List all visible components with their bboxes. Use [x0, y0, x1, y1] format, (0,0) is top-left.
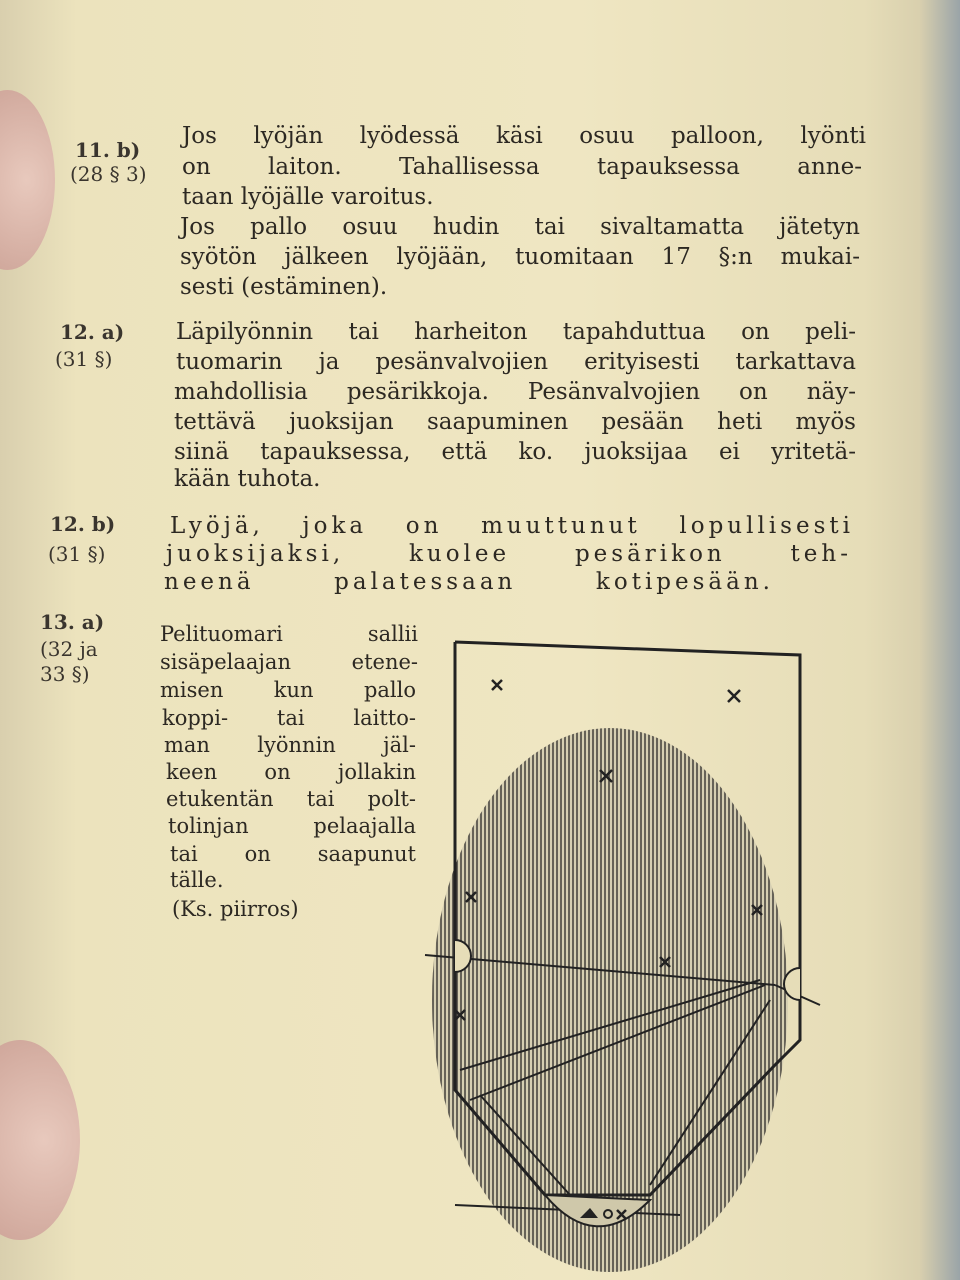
section-number: 13. a)	[40, 610, 105, 634]
section-ref: 33 §)	[40, 662, 90, 686]
text-line: juoksijaksi, kuolee pesärikon teh-	[166, 541, 852, 567]
text-line: koppi- tai laitto-	[162, 706, 416, 730]
hatched-field-area	[432, 728, 788, 1272]
text-line: misen kun pallo	[160, 678, 416, 702]
text-line: Lyöjä, joka on muuttunut lopullisesti	[170, 513, 854, 539]
text-line: kään tuhota.	[174, 466, 321, 492]
section-number: 11. b)	[75, 138, 141, 162]
section-ref: (28 § 3)	[70, 162, 147, 186]
text-line: taan lyöjälle varoitus.	[182, 184, 434, 210]
text-line: neenä palatessaan kotipesään.	[164, 569, 774, 595]
section-number: 12. b)	[50, 512, 116, 536]
text-line: tai on saapunut	[170, 842, 416, 866]
text-line: Jos lyöjän lyödessä käsi osuu palloon, lyönti	[182, 123, 866, 149]
text-line: tolinjan pelaajalla	[168, 814, 416, 838]
section-number: 12. a)	[60, 320, 125, 344]
text-line: man lyönnin jäl-	[164, 733, 416, 757]
text-line: siinä tapauksessa, että ko. juoksijaa ei yritetä-	[174, 439, 856, 465]
text-line: Jos pallo osuu hudin tai sivaltamatta jätetyn	[180, 214, 860, 240]
text-line: sisäpelaajan etene-	[160, 650, 418, 674]
text-line: sesti (estäminen).	[180, 274, 388, 300]
text-line: Pelituomari sallii	[160, 622, 418, 646]
text-line: Läpilyönnin tai harheiton tapahduttua on peli-	[176, 319, 856, 345]
text-line: on laiton. Tahallisessa tapauksessa anne-	[182, 154, 862, 180]
text-line: keen on jollakin	[166, 760, 416, 784]
section-ref: (31 §)	[55, 347, 113, 371]
text-line: tuomarin ja pesänvalvojien erityisesti tarkattava	[176, 349, 856, 375]
section-ref: (32 ja	[40, 637, 98, 661]
text-line: etukentän tai polt-	[166, 787, 416, 811]
text-line: mahdollisia pesärikkoja. Pesänvalvojien on näy-	[174, 379, 856, 405]
text-line: tettävä juoksijan saapuminen pesään heti myös	[174, 409, 856, 435]
text-line: syötön jälkeen lyöjään, tuomitaan 17 §:n mukai-	[180, 244, 860, 270]
text-line: (Ks. piirros)	[172, 897, 299, 921]
text-line: tälle.	[170, 868, 224, 892]
section-ref: (31 §)	[48, 542, 106, 566]
